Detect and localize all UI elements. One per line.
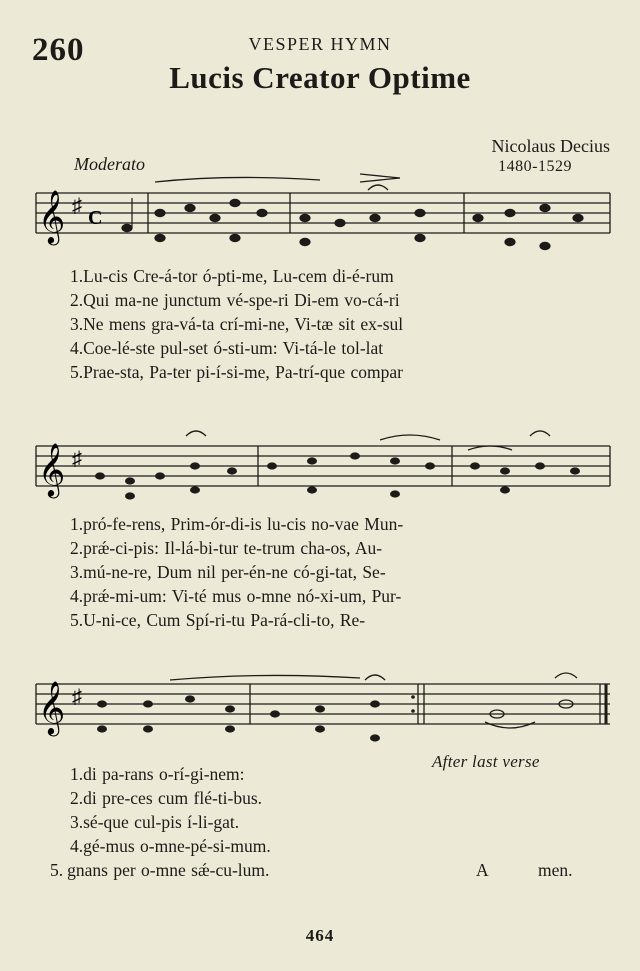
verse-line: 5.Prae-sta, Pa-ter pi-í-si-me, Pa-trí-que compar	[70, 362, 403, 382]
verse-line: 3.Ne mens gra-vá-ta crí-mi-ne, Vi-tæ sit ex-sul	[70, 314, 404, 334]
verse-line: 1.pró-fe-rens, Prim-ór-di-is lu-cis no-vae Mun-	[70, 514, 404, 534]
verse-line: 2.Qui ma-ne junctum vé-spe-ri Di-em vo-cá-ri	[70, 290, 400, 310]
svg-text:♯: ♯	[72, 195, 82, 217]
treble-clef-icon: 𝄞	[38, 682, 66, 733]
verse-line: 4.prǽ-mi-um: Vi-té mus o-mne nó-xi-um, Pur-	[70, 586, 402, 606]
tempo-marking: Moderato	[74, 154, 145, 174]
page-number: 464	[305, 926, 335, 945]
music-staff-system-2	[0, 418, 640, 513]
verse-line: 5. gnans per o-mne sǽ-cu-lum.	[50, 860, 270, 880]
verse-line: 1.Lu-cis Cre-á-tor ó-pti-me, Lu-cem di-é-rum	[70, 266, 394, 286]
composer-name: Nicolaus Decius	[491, 136, 610, 156]
verse-line: 4.Coe-lé-ste pul-set ó-sti-um: Vi-tá-le tol-lat	[70, 338, 384, 358]
svg-text:C: C	[88, 207, 103, 229]
amen-syllable: A	[476, 860, 489, 880]
verse-line: 3.sé-que cul-pis í-li-gat.	[70, 812, 240, 832]
music-staff-system-3	[0, 666, 640, 761]
svg-text:♯: ♯	[72, 448, 82, 470]
treble-clef-icon: 𝄞	[38, 191, 66, 242]
verse-line: 3.mú-ne-re, Dum nil per-én-ne có-gi-tat, Se-	[70, 562, 386, 582]
composer-dates: 1480-1529	[498, 158, 572, 175]
hymn-title: Lucis Creator Optime	[169, 60, 471, 95]
verse-line: 4.gé-mus o-mne-pé-si-mum.	[70, 836, 271, 856]
verse-line: 5.U-ni-ce, Cum Spí-ri-tu Pa-rá-cli-to, Re-	[70, 610, 366, 630]
section-title: VESPER HYMN	[248, 34, 392, 54]
treble-clef-icon: 𝄞	[38, 444, 66, 495]
verse-line: 2.di pre-ces cum flé-ti-bus.	[70, 788, 263, 808]
after-last-verse-note: After last verse	[432, 752, 540, 771]
svg-text:♯: ♯	[72, 686, 82, 708]
amen-syllable: men.	[538, 860, 573, 880]
verse-line: 1.di pa-rans o-rí-gi-nem:	[70, 764, 245, 784]
music-staff-system-1	[0, 170, 640, 260]
hymn-number: 260	[32, 32, 85, 68]
verse-line: 2.prǽ-ci-pis: Il-lá-bi-tur te-trum cha-os, Au-	[70, 538, 383, 558]
